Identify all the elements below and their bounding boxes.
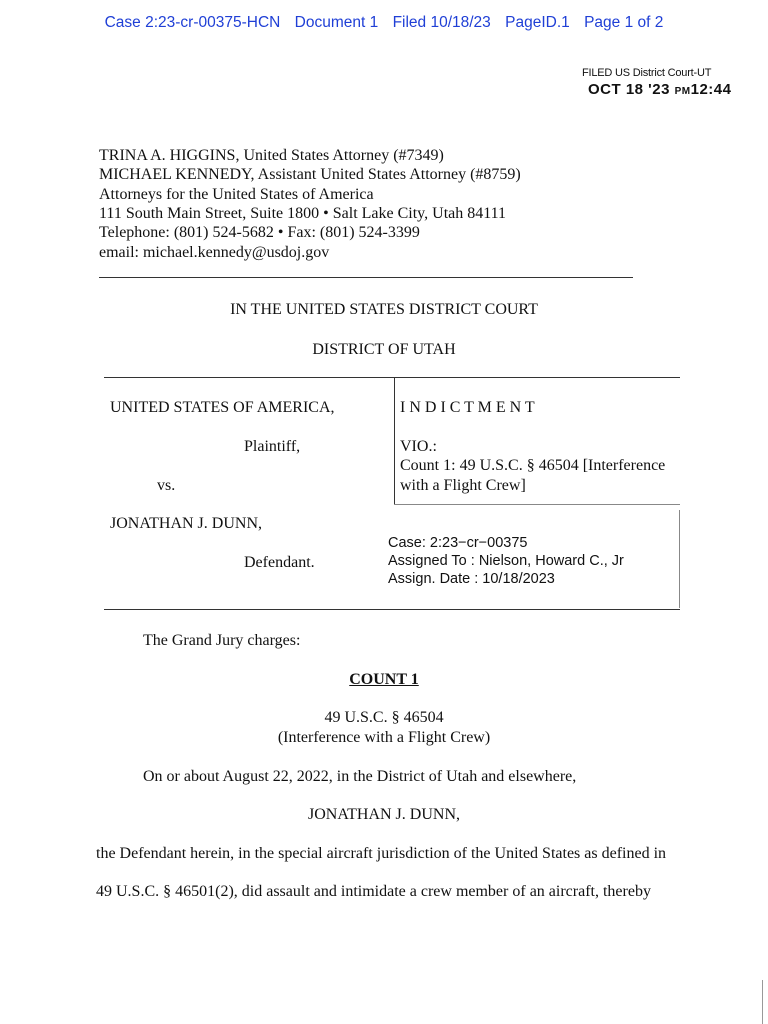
plaintiff-name: UNITED STATES OF AMERICA,	[110, 399, 335, 416]
violation-count: Count 1: 49 U.S.C. § 46504 [Interference	[400, 457, 666, 474]
case-stamp-date: Assign. Date : 10/18/2023	[388, 571, 555, 587]
document-number: Document 1	[294, 14, 379, 31]
defendant-role: Defendant.	[244, 554, 315, 571]
statute-citation: 49 U.S.C. § 46504	[324, 709, 444, 726]
counsel-email: email: michael.kennedy@usdoj.gov	[99, 244, 330, 261]
versus: vs.	[157, 477, 176, 494]
violation-desc: with a Flight Crew]	[400, 477, 526, 494]
counsel-line: 111 South Main Street, Suite 1800 • Salt Lake City, Utah 84111	[99, 205, 507, 222]
stamp-date: OCT 18 '23	[588, 81, 670, 98]
caption-bottom-rule	[104, 609, 680, 610]
court-name: IN THE UNITED STATES DISTRICT COURT	[230, 301, 538, 318]
filing-stamp-court: FILED US District Court-UT	[582, 67, 712, 79]
document-title: I N D I C T M E N T	[400, 399, 535, 416]
counsel-line: MICHAEL KENNEDY, Assistant United States Attorney (#8759)	[99, 166, 521, 183]
defendant-heading: JONATHAN J. DUNN,	[308, 806, 460, 823]
defendant-name: JONATHAN J. DUNN,	[110, 515, 262, 532]
count-heading	[0, 671, 768, 689]
case-stamp-judge: Assigned To : Nielson, Howard C., Jr	[388, 553, 624, 569]
caption-right-rule	[679, 510, 680, 608]
statute-description: (Interference with a Flight Crew)	[277, 729, 491, 746]
grand-jury-line: The Grand Jury charges:	[143, 632, 301, 649]
caption-vertical-rule	[394, 378, 395, 504]
stamp-time: 12:44	[690, 81, 732, 98]
caption-top-rule	[104, 377, 680, 378]
ecf-header	[0, 14, 768, 32]
page-id: PageID.1	[505, 14, 570, 31]
case-stamp-number: Case: 2:23−cr−00375	[388, 535, 528, 551]
counsel-line: Attorneys for the United States of America	[99, 186, 374, 203]
counsel-line: Telephone: (801) 524-5682 • Fax: (801) 524-3399	[99, 224, 420, 241]
paragraph-line: the Defendant herein, in the special aircraft jurisdiction of the United States as defined in	[96, 845, 667, 862]
filing-stamp-date	[588, 81, 731, 98]
caption-inner-rule	[394, 504, 680, 505]
court-district: DISTRICT OF UTAH	[312, 341, 456, 358]
count-title: COUNT 1	[349, 671, 419, 688]
scan-edge-mark	[762, 980, 763, 1024]
paragraph-line: 49 U.S.C. § 46501(2), did assault and intimidate a crew member of an aircraft, thereby	[96, 883, 651, 900]
stamp-pm: PM	[674, 86, 691, 97]
violation-label: VIO.:	[400, 438, 437, 455]
date-location-line: On or about August 22, 2022, in the District of Utah and elsewhere,	[143, 768, 577, 785]
filed-date: Filed 10/18/23	[392, 14, 491, 31]
counsel-line: TRINA A. HIGGINS, United States Attorney (#7349)	[99, 147, 444, 164]
case-number: Case 2:23-cr-00375-HCN	[104, 14, 281, 31]
counsel-divider	[99, 277, 633, 278]
plaintiff-role: Plaintiff,	[244, 438, 301, 455]
page-count: Page 1 of 2	[584, 14, 664, 31]
